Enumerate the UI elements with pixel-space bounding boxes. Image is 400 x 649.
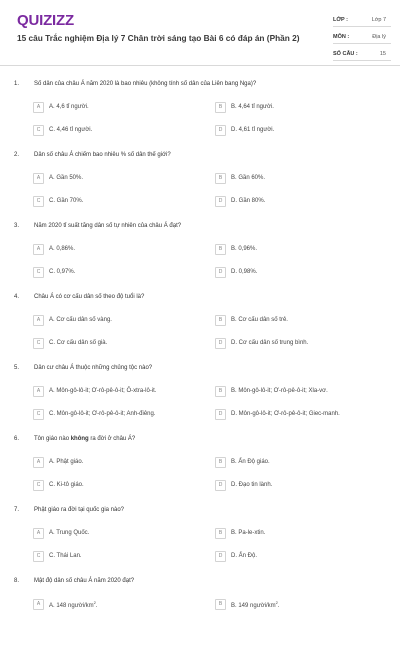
option-text-superscript: 2 <box>275 599 278 605</box>
option-text <box>231 530 265 536</box>
question-4 <box>0 294 400 365</box>
option-letter-box[interactable]: A <box>33 528 44 539</box>
option-row <box>0 407 400 430</box>
question-number: 2. <box>14 152 20 158</box>
option-letter-box[interactable]: A <box>33 244 44 255</box>
option-row <box>0 384 400 407</box>
answer-option-d[interactable] <box>215 478 397 492</box>
option-letter-box[interactable]: C <box>33 196 44 207</box>
option-text <box>231 269 257 275</box>
option-row <box>0 549 400 572</box>
option-text-main: D. 4,61 tỉ người. <box>231 127 275 133</box>
option-text-suffix: . <box>277 602 280 609</box>
question-line <box>0 436 400 455</box>
answer-option-d[interactable] <box>215 549 397 563</box>
question-line <box>0 578 400 597</box>
answer-option-c[interactable] <box>33 123 215 137</box>
header <box>0 0 400 66</box>
option-text-main: A. 148 người/km <box>49 602 94 609</box>
option-text <box>49 175 83 181</box>
option-text-main: A. Gần 50%. <box>49 175 84 181</box>
option-text-main: B. 149 người/km <box>231 602 276 609</box>
option-text <box>231 246 257 252</box>
answer-option-d[interactable] <box>215 407 397 421</box>
option-text <box>49 246 75 252</box>
option-text <box>49 530 89 536</box>
option-letter-box[interactable]: B <box>215 315 226 326</box>
answer-option-b[interactable] <box>215 455 397 469</box>
question-number: 7. <box>14 507 20 513</box>
option-text-superscript: 2 <box>93 599 96 605</box>
answer-option-b[interactable] <box>215 313 397 327</box>
option-text <box>231 482 272 488</box>
option-text-main: D. Gần 80%. <box>231 198 266 204</box>
option-text-main: D. Ấn Độ. <box>231 553 258 559</box>
option-text <box>231 388 328 394</box>
option-text-main: C. 4,46 tỉ người. <box>49 127 93 133</box>
question-text: Châu Á có cơ cấu dân số theo độ tuổi là? <box>34 294 145 300</box>
question-line <box>0 294 400 313</box>
option-row <box>0 171 400 194</box>
option-letter-box[interactable]: B <box>215 599 226 610</box>
question-list <box>0 81 400 649</box>
option-row <box>0 265 400 288</box>
option-row <box>0 194 400 217</box>
option-text-main: B. 0,96%. <box>231 246 258 252</box>
option-letter-box[interactable]: C <box>33 267 44 278</box>
option-text-main: D. Môn-gô-lô-it; Ơ-rô-pê-ô-it; Giec-manh. <box>231 411 340 417</box>
meta-row-question-count <box>333 47 391 61</box>
option-text <box>49 269 75 275</box>
option-text <box>231 198 265 204</box>
option-text-main: C. Môn-gô-lô-it; Ơ-rô-pê-ô-it; Anh-điêng. <box>49 411 156 417</box>
option-text-main: B. Gần 60%. <box>231 175 266 181</box>
option-letter-box[interactable]: C <box>33 338 44 349</box>
option-text-main: A. 4,6 tỉ người. <box>49 104 89 110</box>
question-number: 6. <box>14 436 20 442</box>
option-row <box>0 123 400 146</box>
answer-option-c[interactable] <box>33 549 215 563</box>
option-letter-box[interactable]: C <box>33 551 44 562</box>
option-text <box>49 127 92 133</box>
option-letter-box[interactable]: A <box>33 102 44 113</box>
answer-option-d[interactable] <box>215 336 397 350</box>
option-text <box>231 127 274 133</box>
option-text <box>231 104 274 110</box>
answer-option-a[interactable] <box>33 384 215 398</box>
question-1 <box>0 81 400 152</box>
question-text: Dân số châu Á chiếm bao nhiêu % số dân thế giới? <box>34 152 171 158</box>
option-text <box>49 388 157 394</box>
meta-label: MÔN : <box>333 33 350 40</box>
option-text <box>231 175 265 181</box>
option-text <box>231 459 270 465</box>
option-letter-box[interactable]: A <box>33 457 44 468</box>
answer-option-c[interactable] <box>33 407 215 421</box>
option-letter-box[interactable]: B <box>215 528 226 539</box>
option-text-main: B. Cơ cấu dân số trẻ. <box>231 317 288 323</box>
meta-value: Lớp 7 <box>371 16 386 23</box>
option-text-main: D. 0,98%. <box>231 269 258 275</box>
option-letter-box[interactable]: D <box>215 409 226 420</box>
option-letter-box[interactable]: D <box>215 267 226 278</box>
option-letter-box[interactable]: D <box>215 196 226 207</box>
option-letter-box[interactable]: C <box>33 125 44 136</box>
meta-row-class <box>333 13 391 27</box>
option-text-main: A. Trung Quốc. <box>49 530 90 536</box>
option-row <box>0 336 400 359</box>
question-2 <box>0 152 400 223</box>
option-row <box>0 455 400 478</box>
option-text-suffix: . <box>95 602 98 609</box>
answer-option-b[interactable] <box>215 100 397 114</box>
option-letter-box[interactable]: B <box>215 173 226 184</box>
meta-label: SỐ CÂU : <box>333 50 358 57</box>
question-line <box>0 152 400 171</box>
option-text <box>49 317 112 323</box>
option-letter-box[interactable]: D <box>215 480 226 491</box>
meta-row-subject <box>333 30 391 44</box>
option-text <box>49 600 98 609</box>
question-text: Số dân của châu Á năm 2020 là bao nhiêu (không tính số dân của Liên bang Nga)? <box>34 81 257 87</box>
option-letter-box[interactable]: D <box>215 125 226 136</box>
question-3 <box>0 223 400 294</box>
question-text: Năm 2020 tỉ suất tăng dân số tự nhiên của châu Á đạt? <box>34 223 182 229</box>
option-letter-box[interactable]: B <box>215 457 226 468</box>
option-text <box>231 411 340 417</box>
question-number: 5. <box>14 365 20 371</box>
answer-option-a[interactable] <box>33 526 215 540</box>
question-5 <box>0 365 400 436</box>
answer-option-a[interactable] <box>33 100 215 114</box>
option-text <box>49 411 156 417</box>
option-text-main: C. Thái Lan. <box>49 553 82 559</box>
answer-option-c[interactable] <box>33 194 215 208</box>
answer-option-a[interactable] <box>33 242 215 256</box>
question-7 <box>0 507 400 578</box>
answer-option-b[interactable] <box>215 384 397 398</box>
question-text-emphasis: không <box>70 436 89 442</box>
question-number: 1. <box>14 81 20 87</box>
answer-option-a[interactable] <box>33 597 215 611</box>
question-number: 3. <box>14 223 20 229</box>
option-letter-box[interactable]: D <box>215 551 226 562</box>
option-text <box>49 340 107 346</box>
option-text-main: B. Môn-gô-lô-it; Ơ-rô-pê-ô-it; Xla-vơ. <box>231 388 328 394</box>
answer-option-d[interactable] <box>215 123 397 137</box>
answer-option-b[interactable] <box>215 526 397 540</box>
option-row <box>0 597 400 620</box>
option-text <box>231 600 280 609</box>
option-row <box>0 242 400 265</box>
answer-option-c[interactable] <box>33 478 215 492</box>
option-text-main: A. 0,86%. <box>49 246 76 252</box>
option-row <box>0 100 400 123</box>
option-row <box>0 526 400 549</box>
question-6 <box>0 436 400 507</box>
question-number: 8. <box>14 578 20 584</box>
option-text <box>49 459 83 465</box>
question-number: 4. <box>14 294 20 300</box>
option-text-main: C. 0,97%. <box>49 269 76 275</box>
meta-value: Địa lý <box>372 33 386 40</box>
option-text-main: B. 4,64 tỉ người. <box>231 104 274 110</box>
option-text <box>49 482 84 488</box>
option-text <box>49 198 83 204</box>
option-letter-box[interactable]: C <box>33 480 44 491</box>
option-text-main: D. Đạo tin lành. <box>231 482 273 488</box>
quizizz-logo[interactable]: QUIZIZZ <box>17 12 74 29</box>
option-row <box>0 313 400 336</box>
option-letter-box[interactable]: B <box>215 102 226 113</box>
answer-option-d[interactable] <box>215 194 397 208</box>
question-line <box>0 507 400 526</box>
option-text-main: C. Cơ cấu dân số già. <box>49 340 108 346</box>
option-letter-box[interactable]: A <box>33 386 44 397</box>
question-8 <box>0 578 400 649</box>
answer-option-b[interactable] <box>215 597 397 611</box>
option-text <box>231 317 288 323</box>
answer-option-a[interactable] <box>33 171 215 185</box>
question-text: Dân cư châu Á thuộc những chủng tộc nào? <box>34 365 153 371</box>
answer-option-b[interactable] <box>215 171 397 185</box>
meta-box <box>333 13 391 61</box>
answer-option-a[interactable] <box>33 455 215 469</box>
option-text-main: C. Gần 70%. <box>49 198 84 204</box>
question-text: Phật giáo ra đời tại quốc gia nào? <box>34 507 124 513</box>
question-text: Mật độ dân số châu Á năm 2020 đạt? <box>34 578 135 584</box>
meta-label: LỚP : <box>333 16 348 23</box>
option-text <box>231 553 257 559</box>
option-letter-box[interactable]: B <box>215 386 226 397</box>
option-text-main: A. Môn-gô-lô-it; Ơ-rô-pê-ô-it; Ô-xtra-lô-it. <box>49 388 157 394</box>
option-row <box>0 478 400 501</box>
meta-value: 15 <box>379 50 386 57</box>
option-text-main: A. Phật giáo. <box>49 459 84 465</box>
answer-option-b[interactable] <box>215 242 397 256</box>
option-letter-box[interactable]: C <box>33 409 44 420</box>
document-title: 15 câu Trắc nghiệm Địa lý 7 Chân trời sáng tạo Bài 6 có đáp án (Phần 2) <box>17 33 300 43</box>
option-text-main: C. Ki-tô giáo. <box>49 482 84 488</box>
option-text <box>231 340 308 346</box>
question-line <box>0 81 400 100</box>
question-line <box>0 365 400 384</box>
question-text <box>34 436 400 444</box>
question-text-part: ra đời ở châu Á? <box>88 436 136 442</box>
option-text-main: A. Cơ cấu dân số vàng. <box>49 317 112 323</box>
option-text-main: D. Cơ cấu dân số trung bình. <box>231 340 309 346</box>
question-line <box>0 223 400 242</box>
option-letter-box[interactable]: B <box>215 244 226 255</box>
answer-option-a[interactable] <box>33 313 215 327</box>
option-letter-box[interactable]: A <box>33 173 44 184</box>
option-text <box>49 553 82 559</box>
option-letter-box[interactable]: D <box>215 338 226 349</box>
question-text-part: Tôn giáo nào <box>34 436 71 442</box>
option-letter-box[interactable]: A <box>33 315 44 326</box>
option-letter-box[interactable]: A <box>33 599 44 610</box>
option-text-main: B. Ấn Độ giáo. <box>231 459 270 465</box>
answer-option-c[interactable] <box>33 336 215 350</box>
answer-option-c[interactable] <box>33 265 215 279</box>
answer-option-d[interactable] <box>215 265 397 279</box>
option-text-main: B. Pa-le-xtin. <box>231 530 266 536</box>
option-text <box>49 104 89 110</box>
